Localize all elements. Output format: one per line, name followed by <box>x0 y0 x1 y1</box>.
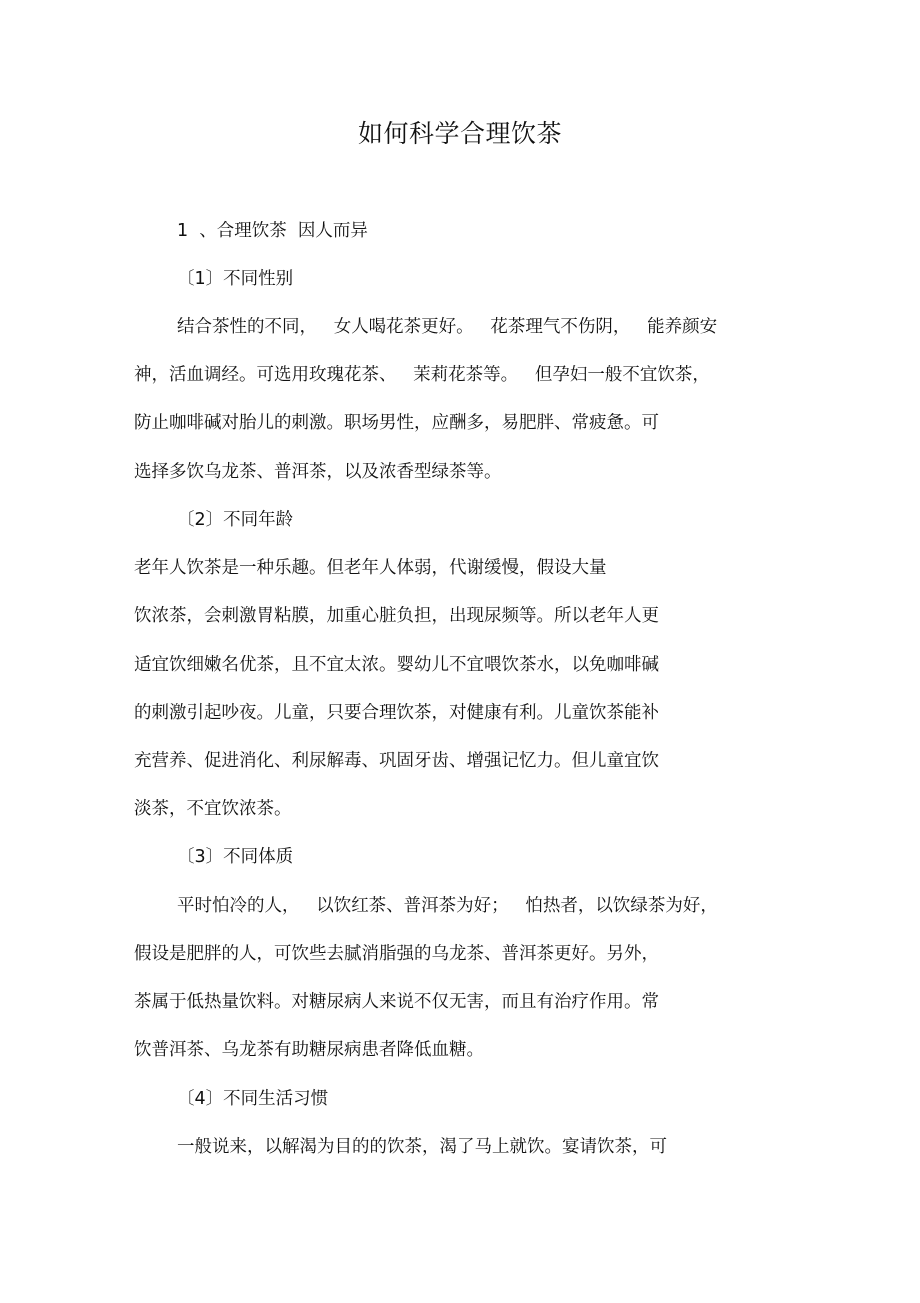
paragraph-line: 老年人饮茶是一种乐趣。但老年人体弱，代谢缓慢，假设大量 <box>134 558 607 578</box>
paragraph-line: 防止咖啡碱对胎儿的刺激。职场男性，应酬多，易肥胖、常疲惫。可 <box>134 413 659 433</box>
paragraph-line: 选择多饮乌龙茶、普洱茶，以及浓香型绿茶等。 <box>134 462 502 482</box>
paragraph-line: 淡茶，不宜饮浓茶。 <box>134 799 292 819</box>
paragraph-line: 平时怕冷的人， 以饮红茶、普洱茶为好； 怕热者，以饮绿茶为好， <box>177 896 718 916</box>
heading-1: 1 、合理饮茶 因人而异 <box>177 221 368 241</box>
paragraph-line: 充营养、促进消化、利尿解毒、巩固牙齿、增强记忆力。但儿童宜饮 <box>134 751 659 771</box>
paragraph-line: 饮普洱茶、乌龙茶有助糖尿病患者降低血糖。 <box>134 1040 484 1060</box>
subheading-habits: 〔4〕不同生活习惯 <box>177 1089 329 1109</box>
paragraph-line: 饮浓茶，会刺激胃粘膜，加重心脏负担，出现尿频等。所以老年人更 <box>134 606 659 626</box>
paragraph-line: 适宜饮细嫩名优茶，且不宜太浓。婴幼儿不宜喂饮茶水，以免咖啡碱 <box>134 655 659 675</box>
paragraph-line: 的刺激引起吵夜。儿童，只要合理饮茶，对健康有利。儿童饮茶能补 <box>134 703 659 723</box>
subheading-age: 〔2〕不同年龄 <box>177 510 294 530</box>
paragraph-line: 一般说来，以解渴为目的的饮茶，渴了马上就饮。宴请饮茶，可 <box>177 1137 667 1157</box>
document-title: 如何科学合理饮茶 <box>357 119 562 148</box>
paragraph-line: 神，活血调经。可选用玫瑰花茶、 茉莉花茶等。 但孕妇一般不宜饮茶， <box>134 365 710 385</box>
paragraph-line: 假设是肥胖的人，可饮些去腻消脂强的乌龙茶、普洱茶更好。另外， <box>134 944 659 964</box>
paragraph-line: 结合茶性的不同， 女人喝花茶更好。 花茶理气不伤阴， 能养颜安 <box>177 317 718 337</box>
paragraph-line: 茶属于低热量饮料。对糖尿病人来说不仅无害，而且有治疗作用。常 <box>134 992 659 1012</box>
subheading-constitution: 〔3〕不同体质 <box>177 847 294 867</box>
subheading-gender: 〔1〕不同性别 <box>177 269 294 289</box>
